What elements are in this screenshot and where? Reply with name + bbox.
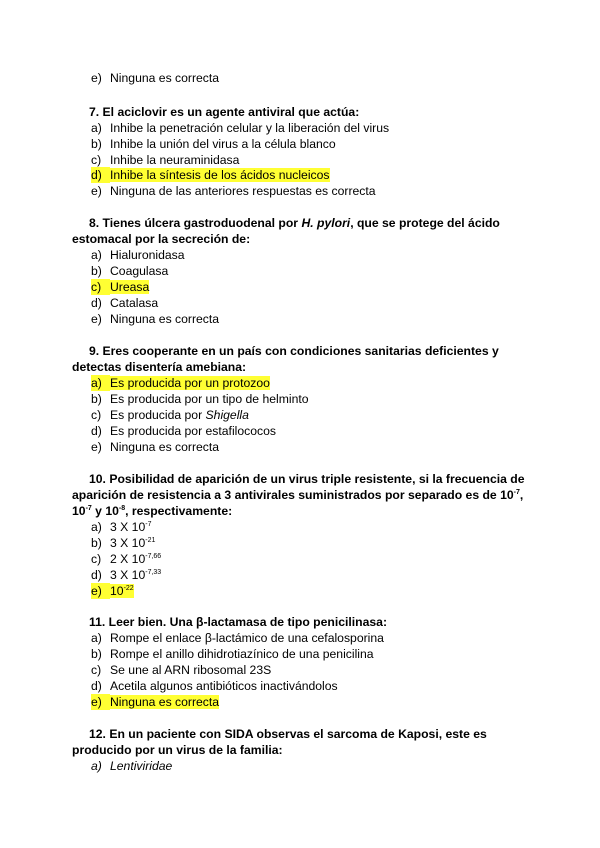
question-title-pre: 8. Tienes úlcera gastroduodenal por — [89, 216, 302, 230]
q10-option-b — [91, 535, 155, 551]
q7-option-d-highlighted — [91, 167, 330, 183]
option-text: Ninguna es correcta — [110, 440, 220, 454]
option-text: Ninguna es correcta — [110, 695, 220, 709]
option-text: Es producida por un tipo de helminto — [110, 392, 309, 406]
q9-option-a-highlighted — [91, 375, 270, 391]
option-text: Es producida por — [110, 408, 206, 422]
option-letter: a) — [91, 759, 102, 773]
option-text: Rompe el anillo dihidrotiazínico de una penicilina — [110, 647, 374, 661]
option-text: Hialuronidasa — [110, 248, 185, 262]
option-text: Acetila algunos antibióticos inactivándolos — [110, 679, 338, 693]
q8-option-b — [91, 263, 168, 279]
option-letter: d) — [91, 296, 102, 310]
q6-option-e — [91, 70, 219, 86]
question-9 — [72, 343, 532, 375]
question-title: 7. El aciclovir es un agente antiviral que actúa: — [89, 105, 360, 119]
option-text: Rompe el enlace β-lactámico de una cefalosporina — [110, 631, 384, 645]
question-title-post: , que se protege del ácido estomacal por la secreción de: — [72, 216, 500, 246]
option-text: 3 X 10 — [110, 568, 146, 582]
option-text: Ninguna es correcta — [110, 312, 220, 326]
question-title: 11. Leer bien. Una β-lactamasa de tipo penicilinasa: — [89, 615, 388, 629]
option-letter: b) — [91, 137, 102, 151]
option-text-italic: Shigella — [205, 408, 249, 422]
question-title: 9. Eres cooperante en un país con condiciones sanitarias deficientes y detectas disentería amebiana: — [72, 344, 499, 374]
exponent: -7 — [513, 489, 520, 496]
q10-option-c — [91, 551, 161, 567]
question-8 — [72, 215, 532, 247]
exponent: -7,33 — [145, 569, 162, 576]
exponent: -22 — [123, 585, 134, 592]
q11-option-c — [91, 662, 271, 678]
option-letter: a) — [91, 375, 110, 391]
option-letter: e) — [91, 184, 102, 198]
q8-option-e — [91, 311, 219, 327]
q9-option-b — [91, 391, 309, 407]
q11-option-a — [91, 630, 384, 646]
option-letter: a) — [91, 248, 102, 262]
option-letter: d) — [91, 167, 110, 183]
exponent: -8 — [118, 505, 126, 512]
option-text: 3 X 10 — [110, 520, 146, 534]
q8-option-a — [91, 247, 185, 263]
question-11 — [72, 614, 532, 630]
q10-option-e-highlighted — [91, 583, 134, 599]
exponent: -21 — [145, 537, 156, 544]
q8-option-c-highlighted — [91, 279, 149, 295]
question-title-part: 10 — [72, 504, 86, 518]
option-letter: e) — [91, 71, 102, 85]
question-title-part: y 10 — [91, 504, 119, 518]
option-letter: e) — [91, 694, 110, 710]
option-letter: d) — [91, 679, 102, 693]
q9-option-e — [91, 439, 219, 455]
question-title: 12. En un paciente con SIDA observas el sarcoma de Kaposi, este es producido por un virus de la familia: — [72, 727, 487, 757]
option-letter: d) — [91, 424, 102, 438]
option-text: Lentiviridae — [110, 759, 173, 773]
exponent: -7,66 — [145, 553, 162, 560]
option-letter: e) — [91, 583, 110, 599]
exponent: -7 — [145, 521, 152, 528]
option-letter: b) — [91, 264, 102, 278]
question-7 — [72, 104, 532, 120]
option-text: Inhibe la unión del virus a la célula blanco — [110, 137, 336, 151]
q7-option-b — [91, 136, 336, 152]
q7-option-e — [91, 183, 376, 199]
option-letter: c) — [91, 279, 110, 295]
option-letter: b) — [91, 647, 102, 661]
q10-option-a — [91, 519, 151, 535]
q9-option-c — [91, 407, 249, 423]
q11-option-b — [91, 646, 374, 662]
option-text-wrapper — [110, 584, 134, 598]
option-letter: c) — [91, 663, 102, 677]
option-letter: e) — [91, 440, 102, 454]
option-text: Inhibe la neuraminidasa — [110, 153, 240, 167]
option-letter: a) — [91, 121, 102, 135]
q10-option-d — [91, 567, 161, 583]
option-letter: c) — [91, 408, 102, 422]
option-text: Es producida por un protozoo — [110, 376, 270, 390]
option-text: Ureasa — [110, 280, 150, 294]
option-text: Inhibe la penetración celular y la liberación del virus — [110, 121, 390, 135]
q7-option-a — [91, 120, 389, 136]
option-text: Se une al ARN ribosomal 23S — [110, 663, 272, 677]
question-title-part: , respectivamente: — [125, 504, 233, 518]
option-text: 2 X 10 — [110, 552, 146, 566]
option-text: Coagulasa — [110, 264, 169, 278]
option-text: Es producida por estafilococos — [110, 424, 276, 438]
option-text: Ninguna es correcta — [110, 71, 220, 85]
exponent: -7 — [85, 505, 92, 512]
q7-option-c — [91, 152, 239, 168]
q11-option-e-highlighted — [91, 694, 219, 710]
option-letter: a) — [91, 631, 102, 645]
option-text: Ninguna de las anteriores respuestas es correcta — [110, 184, 376, 198]
question-title-part: , — [519, 488, 524, 502]
option-text: 10 — [110, 584, 124, 598]
q9-option-d — [91, 423, 276, 439]
q8-option-d — [91, 295, 158, 311]
question-12 — [72, 726, 532, 758]
q11-option-d — [91, 678, 338, 694]
q12-option-a — [91, 758, 172, 774]
option-text: Catalasa — [110, 296, 159, 310]
option-letter: c) — [91, 552, 102, 566]
option-letter: e) — [91, 312, 102, 326]
option-letter: a) — [91, 520, 102, 534]
option-letter: d) — [91, 568, 102, 582]
question-title: 10. Posibilidad de aparición de un virus triple resistente, si la frecuencia de aparición de resistencia a 3 antivirales suministrados por separado es de 10 — [72, 472, 525, 502]
question-10 — [72, 471, 532, 519]
option-letter: b) — [91, 536, 102, 550]
option-letter: c) — [91, 153, 102, 167]
option-text: Inhibe la síntesis de los ácidos nucleicos — [110, 168, 330, 182]
option-letter: b) — [91, 392, 102, 406]
question-title-italic: H. pylori — [301, 216, 351, 230]
option-text: 3 X 10 — [110, 536, 146, 550]
